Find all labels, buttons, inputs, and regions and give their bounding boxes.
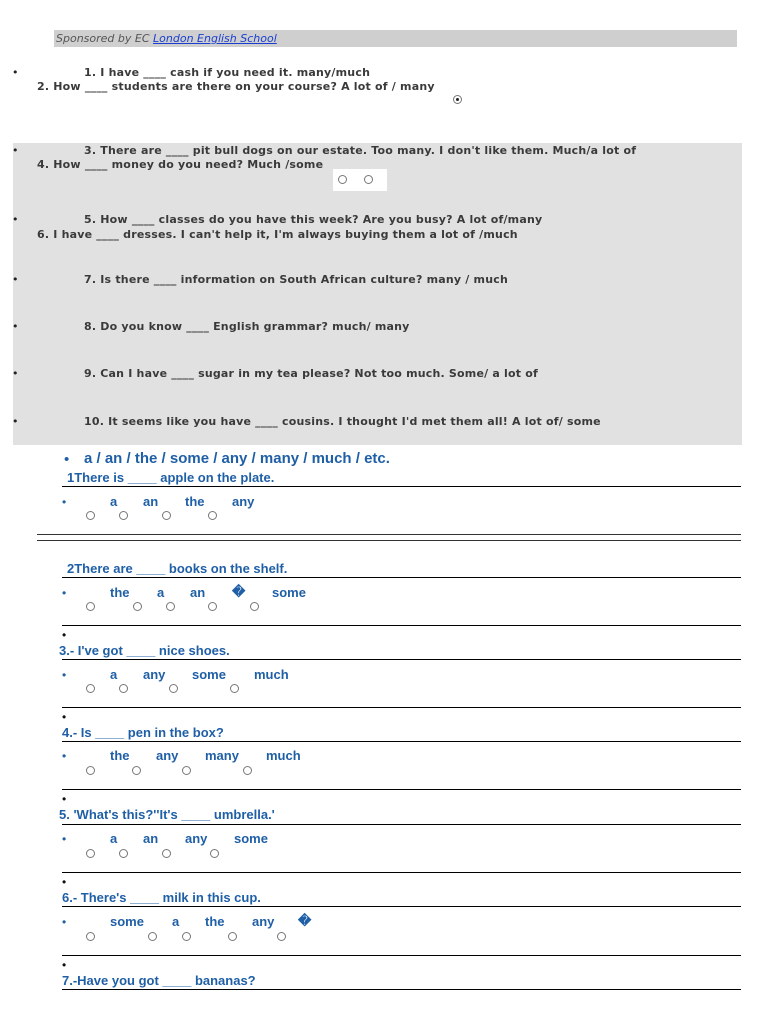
question-text: 4.- Is ____ pen in the box? — [62, 725, 224, 740]
option-radio[interactable] — [208, 602, 217, 611]
bullet: • — [12, 273, 19, 286]
question-text: 6.- There's ____ milk in this cup. — [62, 890, 261, 905]
option-radio[interactable] — [86, 766, 95, 775]
option-label: any — [143, 667, 166, 682]
bullet: • — [62, 958, 67, 972]
bullet: • — [62, 875, 67, 889]
option-label: an — [143, 831, 159, 846]
option-label: much — [266, 748, 301, 763]
bullet: • — [12, 66, 19, 79]
question-10: 10. It seems like you have ____ cousins. I thought I'd met them all! A lot of/ some — [84, 415, 601, 428]
option-radio[interactable] — [119, 849, 128, 858]
question-2: 2. How ____ students are there on your course? A lot of / many — [37, 80, 435, 93]
option-label: the — [205, 914, 225, 929]
option-label: the — [185, 494, 205, 509]
option-radio[interactable] — [86, 849, 95, 858]
option-label: any — [252, 914, 275, 929]
bullet: • — [12, 320, 19, 333]
question-text: 2There are ____ books on the shelf. — [67, 561, 288, 576]
option-radio[interactable] — [243, 766, 252, 775]
sponsor-label: Sponsored by EC — [56, 32, 150, 45]
question-5: 5. How ____ classes do you have this week? Are you busy? A lot of/many — [84, 213, 543, 226]
option-label: a — [157, 585, 165, 600]
bullet: • — [62, 710, 67, 724]
option-label: some — [234, 831, 268, 846]
section-heading: a / an / the / some / any / many / much / etc. — [84, 450, 390, 467]
option-radio[interactable] — [132, 766, 141, 775]
option-label: the — [110, 585, 130, 600]
bullet: • — [62, 915, 67, 929]
bullet: • — [62, 668, 67, 682]
option-radio[interactable] — [119, 684, 128, 693]
divider — [62, 741, 741, 742]
option-radio[interactable] — [228, 932, 237, 941]
divider — [62, 625, 741, 626]
question-9: 9. Can I have ____ sugar in my tea please? Not too much. Some/ a lot of — [84, 367, 538, 380]
divider — [62, 659, 741, 660]
option-radio[interactable] — [166, 602, 175, 611]
divider — [62, 824, 741, 825]
bullet: • — [12, 415, 19, 428]
divider — [37, 540, 741, 541]
option-label: many — [205, 748, 239, 763]
option-label: any — [232, 494, 255, 509]
option-label: any — [156, 748, 179, 763]
option-radio[interactable] — [250, 602, 259, 611]
divider — [62, 906, 741, 907]
bullet: • — [62, 495, 67, 509]
option-radio[interactable] — [230, 684, 239, 693]
option-radio[interactable] — [182, 932, 191, 941]
sponsor-bar — [54, 30, 737, 47]
bullet: • — [62, 749, 67, 763]
question-3: 3. There are ____ pit bull dogs on our estate. Too many. I don't like them. Much/a lot of — [84, 144, 637, 157]
option-label: a — [172, 914, 180, 929]
sponsor-link[interactable]: London English School — [153, 32, 277, 45]
question-4: 4. How ____ money do you need? Much /some — [37, 158, 324, 171]
option-label: a — [110, 831, 118, 846]
answer-radio[interactable] — [338, 175, 347, 184]
option-label: � — [232, 584, 246, 599]
option-label: a — [110, 494, 118, 509]
divider — [62, 577, 741, 578]
option-label: the — [110, 748, 130, 763]
question-1: 1. I have ____ cash if you need it. many/much — [84, 66, 371, 79]
option-radio[interactable] — [182, 766, 191, 775]
question-text: 5. 'What's this?''It's ____ umbrella.' — [59, 807, 275, 822]
option-radio[interactable] — [86, 684, 95, 693]
bullet: • — [62, 832, 67, 846]
bullet: • — [62, 586, 67, 600]
option-radio[interactable] — [119, 511, 128, 520]
divider — [62, 872, 741, 873]
option-label: an — [190, 585, 206, 600]
bullet: • — [12, 367, 19, 380]
divider — [37, 534, 741, 535]
option-label: some — [192, 667, 226, 682]
divider — [62, 789, 741, 790]
bullet: • — [12, 144, 19, 157]
option-radio[interactable] — [86, 511, 95, 520]
option-label: a — [110, 667, 118, 682]
question-text: 3.- I've got ____ nice shoes. — [59, 643, 230, 658]
option-label: � — [298, 913, 312, 928]
option-radio[interactable] — [133, 602, 142, 611]
question-7: 7. Is there ____ information on South African culture? many / much — [84, 273, 508, 286]
divider — [62, 989, 741, 990]
option-label: any — [185, 831, 208, 846]
bullet: • — [12, 213, 19, 226]
option-radio[interactable] — [169, 684, 178, 693]
divider — [62, 486, 741, 487]
option-radio[interactable] — [162, 511, 171, 520]
option-radio[interactable] — [148, 932, 157, 941]
bullet: • — [62, 792, 67, 806]
bullet: • — [64, 451, 70, 468]
option-radio[interactable] — [210, 849, 219, 858]
question-8: 8. Do you know ____ English grammar? much/ many — [84, 320, 410, 333]
option-label: some — [272, 585, 306, 600]
bullet: • — [62, 628, 67, 642]
divider — [62, 707, 741, 708]
answer-radio[interactable] — [453, 95, 462, 104]
option-label: some — [110, 914, 144, 929]
divider — [62, 955, 741, 956]
option-label: much — [254, 667, 289, 682]
question-text: 7.-Have you got ____ bananas? — [62, 973, 256, 988]
option-radio[interactable] — [208, 511, 217, 520]
option-label: an — [143, 494, 159, 509]
option-radio[interactable] — [162, 849, 171, 858]
option-radio[interactable] — [86, 602, 95, 611]
answer-radio[interactable] — [364, 175, 373, 184]
question-text: 1There is ____ apple on the plate. — [67, 470, 275, 485]
option-radio[interactable] — [86, 932, 95, 941]
question-6: 6. I have ____ dresses. I can't help it, I'm always buying them a lot of /much — [37, 228, 518, 241]
option-radio[interactable] — [277, 932, 286, 941]
